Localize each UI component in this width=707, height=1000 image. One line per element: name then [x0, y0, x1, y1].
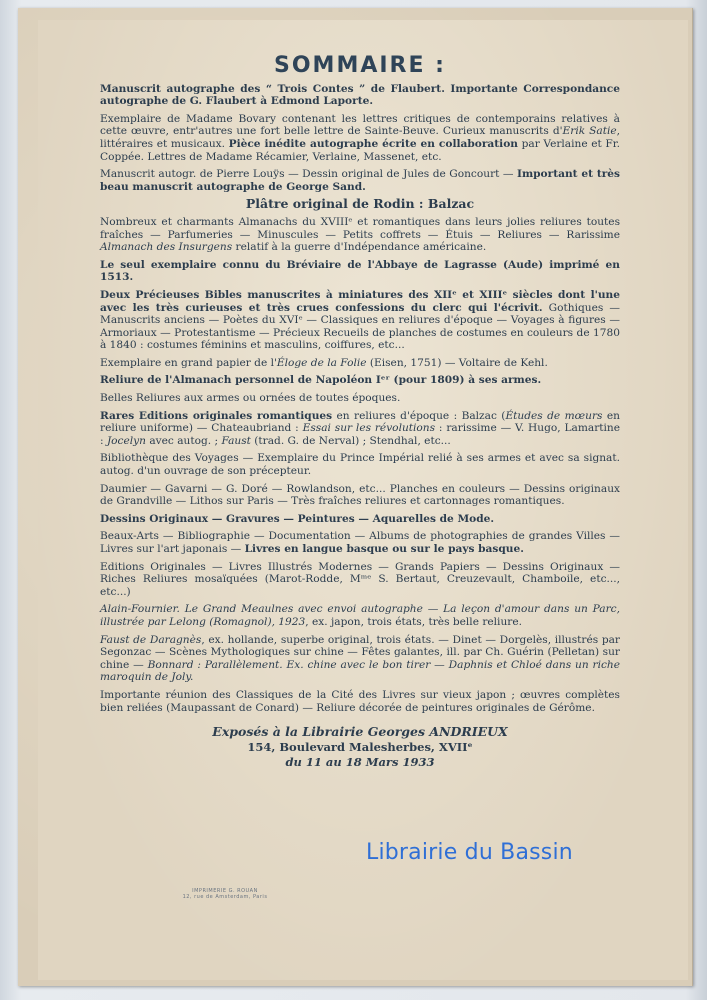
paragraph-daumier: Daumier — Gavarni — G. Doré — Rowlandson, etc... Planches en couleurs — Dessins originaux de Grandville — Lithos sur Paris — Très fraîches reliures et cartonnages romantiques.: [100, 482, 620, 508]
text-bold: Rares Editions originales romantiques: [100, 409, 333, 422]
paragraph-alain-fournier: [100, 603, 620, 628]
printer-imprint: [170, 888, 280, 900]
text-bold: Important et très beau manuscrit autographe de George Sand.: [100, 168, 621, 193]
page-content: [100, 53, 621, 770]
text-bold: Deux Précieuses Bibles manuscrites à miniatures des XIIᵉ et XIIIᵉ siècles dont l'une avec les très curieuses et très crues confessions du clerc qui l'écrivit.: [100, 288, 620, 314]
paragraph-bibles: [100, 289, 620, 352]
paragraph-classiques: Importante réunion des Classiques de la Cité des Livres sur vieux japon ; œuvres complètes bien reliées (Maupassant de Conard) — Reliure décorée de peintures originales de Gérôme.: [100, 688, 620, 714]
paragraph-napoleon: Reliure de l'Almanach personnel de Napoléon Iᵉʳ (pour 1809) à ses armes.: [100, 374, 542, 387]
text: (Eisen, 1751) — Voltaire de Kehl.: [366, 356, 548, 369]
text-bold: Livres en langue basque ou sur le pays basque.: [244, 543, 524, 555]
text: , ex. hollande, superbe original, trois états. — Dinet — Dorgelès, illustrés par Segonzac — Scènes Mythologiques sur chine — Fêtes galantes, ill. par Ch. Guérin (Pelletan) sur chine —: [100, 633, 621, 671]
text: , ex. japon, trois états, très belle reliure.: [305, 615, 522, 628]
text-bold: Pièce inédite autographe écrite en collaboration: [228, 137, 518, 150]
footer: [100, 724, 620, 770]
paragraph-reliures: Belles Reliures aux armes ou ornées de toutes époques.: [100, 392, 401, 405]
text: par Verlaine et Fr. Coppée. Lettres de Madame Récamier, Verlaine, Massenet, etc.: [100, 137, 620, 163]
paragraph-dessins: Dessins Originaux — Gravures — Peintures — Aquarelles de Mode.: [100, 512, 495, 525]
paragraph-editions: Editions Originales — Livres Illustrés Modernes — Grands Papiers — Dessins Originaux — Riches Reliures mosaïquées (Marot-Rodde, Mᵐᵉ S. Bertaut, Creuzevault, Chamboile, etc..., etc...): [100, 560, 620, 598]
rodin-heading: Plâtre original de Rodin : Balzac: [245, 196, 475, 212]
text-italic: Jocelyn: [106, 434, 146, 447]
paragraph-faust: [100, 634, 620, 684]
footer-dates: du 11 au 18 Mars 1933: [285, 755, 435, 770]
watermark-text: Librairie du Bassin: [366, 840, 573, 865]
paragraph-breviaire: Le seul exemplaire connu du Bréviaire de l'Abbaye de Lagrasse (Aude) imprimé en 1513.: [100, 258, 620, 284]
paragraph-almanachs: [100, 216, 620, 254]
footer-exhibition: Exposés à la Librairie Georges ANDRIEUX: [212, 724, 508, 740]
text: avec autog. ;: [145, 434, 222, 447]
footer-address: 154, Boulevard Malesherbes, XVIIᵉ: [247, 740, 473, 755]
text: relatif à la guerre d'Indépendance américaine.: [232, 241, 487, 254]
text-italic: Faust: [221, 434, 251, 447]
paragraph-eloge: [100, 357, 620, 370]
text: Manuscrit autogr. de Pierre Louÿs — Dessin original de Jules de Goncourt —: [100, 168, 517, 181]
text: en reliure uniforme) — Chateaubriand :: [100, 409, 620, 435]
paragraph-voyages: Bibliothèque des Voyages — Exemplaire du Prince Impérial relié à ses armes et avec sa signat. autog. d'un ouvrage de son précepteur.: [100, 452, 620, 478]
paragraph-louys: [100, 168, 620, 193]
text-italic: Essai sur les révolutions: [302, 422, 436, 435]
paragraph-bovary: [100, 113, 620, 163]
imprint-line: IMPRIMERIE G. ROUAN: [192, 888, 258, 894]
text-italic: Études de mœurs: [505, 409, 603, 422]
text-italic: Almanach des Insurgens: [100, 241, 233, 254]
text: Exemplaire en grand papier de l': [100, 356, 277, 369]
text: (trad. G. de Nerval) ; Stendhal, etc...: [250, 434, 451, 447]
text: Gothiques — Manuscrits anciens — Poètes du XVIᵉ — Classiques en reliures d'époque — Voyages à figures — Armoriaux — Protestantisme — Précieux Recueils de planches de costumes en couleurs de 1780 à 1840 : costumes féminins et masculins, coiffures, etc...: [100, 301, 621, 352]
text-italic: Éloge de la Folie: [276, 356, 367, 369]
text: Nombreux et charmants Almanachs du XVIIIᵉ et romantiques dans leurs jolies reliures toutes fraîches — Parfumeries — Minuscules — Petits coffrets — Étuis — Reliures — Rarissime: [100, 215, 620, 241]
text: , littéraires et musicaux.: [100, 125, 620, 150]
paragraph-flaubert: Manuscrit autographe des “ Trois Contes ” de Flaubert. Importante Correspondance autographe de G. Flaubert à Edmond Laporte.: [100, 82, 620, 108]
paragraph-romantiques: [100, 410, 620, 448]
text-italic: Faust de Daragnès: [100, 633, 202, 646]
text: : rarissime — V. Hugo, Lamartine :: [100, 422, 620, 447]
text: Beaux-Arts — Bibliographie — Documentation — Albums de photographies de grandes Villes — Livres sur l'art japonais —: [100, 530, 620, 555]
text-italic: Bonnard : Parallèlement. Ex. chine avec le bon tirer — Daphnis et Chloé dans un riche maroquin de Joly.: [100, 658, 620, 684]
imprint-line: 12, rue de Amsterdam, Paris: [182, 894, 268, 900]
text-italic: Alain-Fournier. Le Grand Meaulnes avec envoi autographe — La leçon d'amour dans un Parc, illustrée par Lelong (Romagnol), 1923: [100, 603, 620, 628]
text: Exemplaire de Madame Bovary contenant les lettres critiques de contemporains relatives à cette œuvre, entr'autres une fort belle lettre de Sainte-Beuve. Curieux manuscrits d': [100, 112, 620, 138]
text-italic: Erik Satie: [562, 125, 617, 138]
text: en reliures d'époque : Balzac (: [332, 409, 506, 422]
page-title: SOMMAIRE :: [274, 53, 446, 78]
paragraph-beaux-arts: [100, 530, 620, 555]
